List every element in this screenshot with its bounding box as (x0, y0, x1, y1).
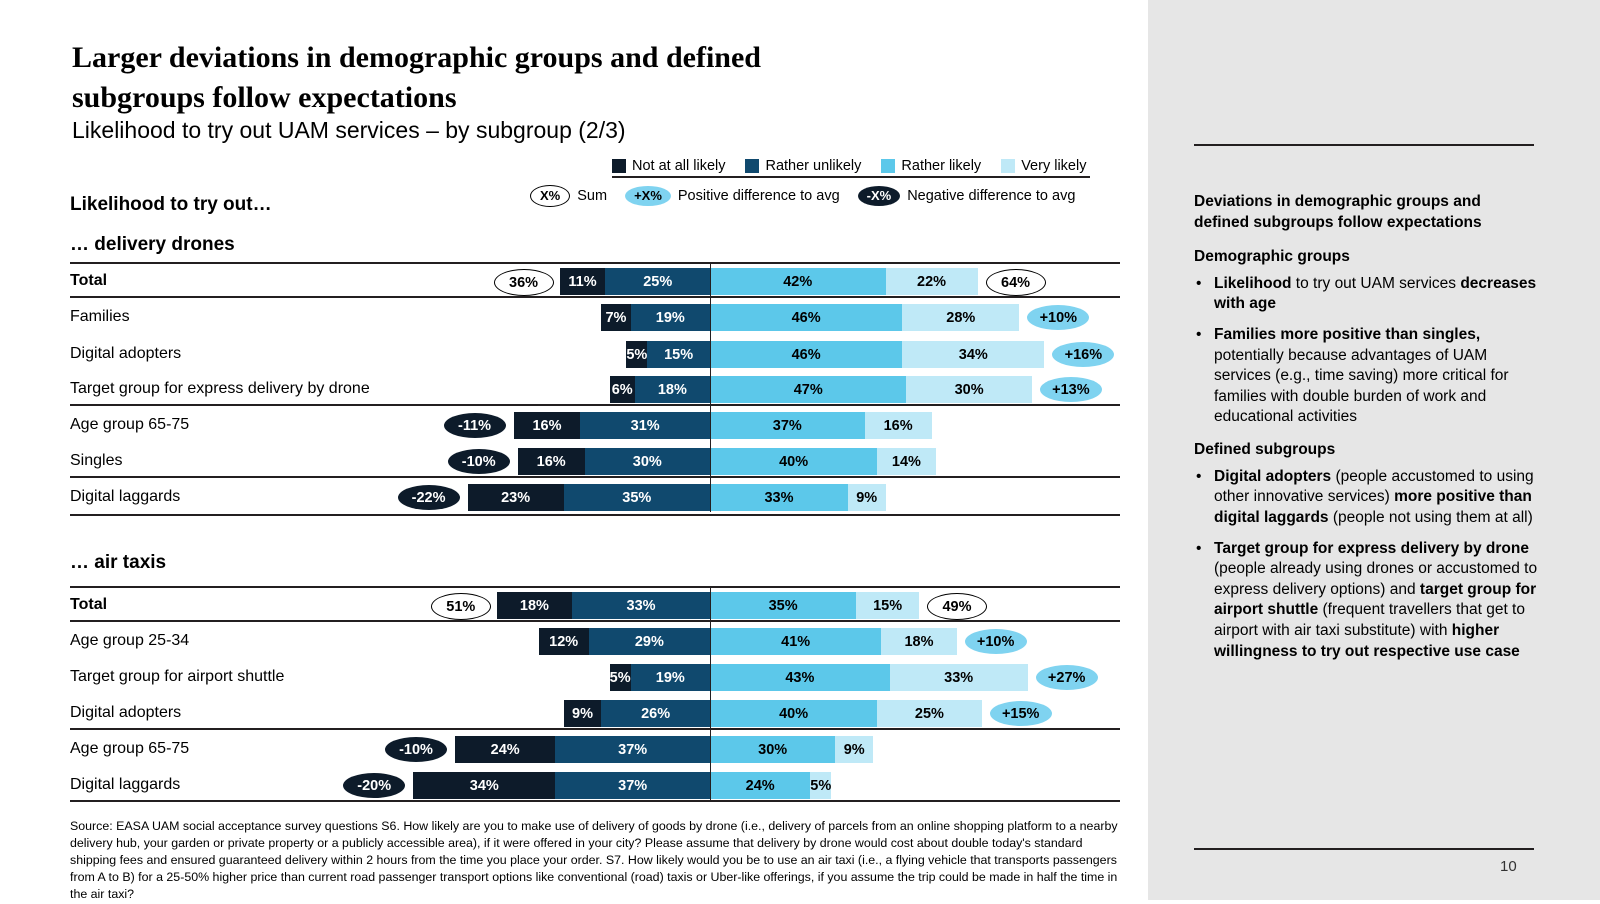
bar-segment: 40% (710, 700, 877, 727)
legend-item (1001, 158, 1086, 174)
bullet-icon: • (1196, 467, 1202, 485)
left-badge: -20% (343, 773, 405, 798)
bar-row (564, 700, 982, 727)
legend-key-label: Negative difference to avg (907, 188, 1076, 205)
legend-item (745, 158, 861, 174)
row-label: Target group for airport shuttle (70, 668, 285, 685)
bar-segment: 15% (647, 341, 710, 368)
bar-segment: 6% (610, 376, 635, 403)
bar-segment: 12% (539, 628, 589, 655)
bar-segment: 33% (572, 592, 710, 619)
side-panel-title: Deviations in demographic groups and defined subgroups follow expectations (1194, 193, 1482, 231)
right-badge: +15% (990, 701, 1052, 726)
bar-segment: 19% (631, 664, 710, 691)
bar-row (497, 592, 919, 619)
legend-swatch-icon (1001, 159, 1015, 173)
right-badge: +10% (1027, 305, 1089, 330)
page-title-line2: subgroups follow expectations (72, 80, 457, 114)
section-divider (70, 296, 1120, 298)
bar-segment: 11% (560, 268, 606, 295)
bar-segment: 40% (710, 448, 877, 475)
bar-segment: 16% (518, 448, 585, 475)
row-label: Digital adopters (70, 704, 182, 721)
right-badge: +27% (1036, 665, 1098, 690)
section-divider (70, 586, 1120, 588)
chart-legend (612, 158, 1100, 174)
side-panel-bullet-text: Target group for express delivery by drone (people already using drones or accustomed to express delivery options) and target group for airport shuttle (frequent travellers that get to airport with air taxi substitute) with higher willingness to try out respective use case (1214, 539, 1538, 660)
row-label: Digital laggards (70, 488, 181, 505)
legend-swatch-icon (881, 159, 895, 173)
bar-row (413, 772, 831, 799)
section-divider (70, 728, 1120, 730)
bar-segment: 25% (877, 700, 982, 727)
section-divider (70, 404, 1120, 406)
bar-row (455, 736, 873, 763)
bar-segment: 9% (848, 484, 886, 511)
bar-segment: 37% (555, 736, 710, 763)
legend-label: Rather likely (901, 158, 982, 174)
row-label: Singles (70, 452, 123, 469)
chart-group-title: … delivery drones (70, 234, 235, 255)
bar-segment: 7% (601, 304, 630, 331)
bar-segment: 19% (631, 304, 710, 331)
bar-segment: 41% (710, 628, 881, 655)
section-divider (70, 514, 1120, 516)
list-item (1194, 274, 1539, 315)
bar-segment: 31% (580, 412, 710, 439)
bar-segment: 46% (710, 341, 902, 368)
bar-row (610, 664, 1028, 691)
row-label: Total (70, 596, 108, 613)
page-number: 10 (1500, 858, 1517, 875)
zero-axis-line (710, 262, 711, 512)
bar-segment: 30% (710, 736, 835, 763)
bar-segment: 30% (906, 376, 1031, 403)
legend-key (530, 185, 625, 207)
bar-segment: 30% (585, 448, 710, 475)
row-label: Age group 25-34 (70, 632, 190, 649)
bar-segment: 37% (555, 772, 710, 799)
bar-segment: 24% (455, 736, 555, 763)
row-label: Age group 65-75 (70, 416, 190, 433)
bar-segment: 23% (468, 484, 564, 511)
side-panel-heading-subgroups: Defined subgroups (1194, 441, 1336, 459)
bar-segment: 28% (902, 304, 1019, 331)
bar-segment: 18% (881, 628, 956, 655)
chart-group-title: … air taxis (70, 552, 167, 573)
bar-segment: 29% (589, 628, 710, 655)
legend-key-pill: +X% (625, 186, 671, 206)
legend-label: Not at all likely (632, 158, 726, 174)
bar-row (518, 448, 936, 475)
bar-segment: 5% (810, 772, 831, 799)
bar-segment: 35% (710, 592, 856, 619)
page-title-line1: Larger deviations in demographic groups and defined (72, 41, 761, 74)
side-panel-divider-top (1194, 144, 1534, 146)
legend-swatch-icon (745, 159, 759, 173)
right-badge: +16% (1052, 342, 1114, 367)
bar-row (610, 376, 1032, 403)
page-subtitle: Likelihood to try out UAM services – by subgroup (2/3) (72, 117, 626, 143)
bar-segment: 16% (514, 412, 581, 439)
bar-segment: 33% (710, 484, 848, 511)
legend-label: Very likely (1021, 158, 1087, 174)
row-label: Target group for express delivery by drone (70, 380, 370, 397)
bar-segment: 37% (710, 412, 865, 439)
bar-segment: 43% (710, 664, 890, 691)
source-note: Source: EASA UAM social acceptance survey questions S6. How likely are you to make use of delivery of goods by drone (i.e., delivery of parcels from an online shopping platform to a nearby delivery hub, your garden or private property or a publicly accessible area), if it were offered in your city? Please assume that delivery by drone would cost about double today's standard shipping fees and ensured guaranteed delivery within 2 hours from the time you place your order. S7. How likely would you be to use an air taxi (i.e., a flying vehicle that transports passengers from A to B) for a 25-50% higher price than current road passenger transport options like conventional (road) taxis or Uber-like offerings, if you assume the trip could be made in half the time in the air taxi? (70, 819, 1118, 902)
bullet-icon: • (1196, 274, 1202, 292)
section-divider (612, 176, 1090, 178)
bar-segment: 14% (877, 448, 936, 475)
legend-key (625, 186, 858, 206)
section-divider (70, 476, 1120, 478)
row-label: Age group 65-75 (70, 740, 190, 757)
legend-swatch-icon (612, 159, 626, 173)
bar-segment: 5% (610, 664, 631, 691)
right-badge: 49% (927, 593, 987, 620)
bar-segment: 22% (886, 268, 978, 295)
legend-key (858, 186, 1094, 206)
bar-segment: 33% (890, 664, 1028, 691)
row-label: Families (70, 308, 130, 325)
bullet-icon: • (1196, 326, 1202, 344)
bar-segment: 47% (710, 376, 906, 403)
bar-segment: 24% (710, 772, 810, 799)
bar-row (560, 268, 978, 295)
bar-row (514, 412, 932, 439)
chart-legend-keys (530, 185, 1093, 207)
side-panel-bullet-text: Families more positive than singles, potentially because advantages of UAM services (e.g., time saving) more critical for families with double burden of work and educational activities (1214, 326, 1509, 426)
left-badge: -10% (448, 449, 510, 474)
bar-row (601, 304, 1019, 331)
bar-segment: 5% (626, 341, 647, 368)
bar-row (539, 628, 957, 655)
list-item (1194, 325, 1539, 428)
bar-segment: 25% (605, 268, 710, 295)
right-badge: 64% (986, 269, 1046, 296)
bar-row (626, 341, 1044, 368)
section-divider (70, 620, 1120, 622)
legend-key-pill: -X% (858, 186, 901, 206)
bar-segment: 42% (710, 268, 886, 295)
section-divider (70, 800, 1120, 802)
legend-key-pill: X% (530, 185, 570, 207)
left-badge: 36% (494, 269, 554, 296)
zero-axis-line (710, 586, 711, 802)
left-badge: -11% (444, 413, 506, 438)
bar-segment: 9% (835, 736, 873, 763)
bar-segment: 18% (497, 592, 572, 619)
row-label: Digital adopters (70, 345, 182, 362)
side-panel-heading-demographic: Demographic groups (1194, 248, 1350, 266)
list-item (1194, 539, 1539, 663)
side-panel-content (1194, 192, 1539, 672)
left-badge: -22% (398, 485, 460, 510)
bar-segment: 9% (564, 700, 602, 727)
section-divider (70, 262, 1120, 264)
side-panel-divider-bottom (1194, 848, 1534, 850)
list-item (1194, 467, 1539, 529)
left-badge: 51% (431, 593, 491, 620)
left-badge: -10% (385, 737, 447, 762)
bar-segment: 26% (601, 700, 710, 727)
right-badge: +10% (965, 629, 1027, 654)
legend-item (881, 158, 981, 174)
side-panel-bullet-text: Likelihood to try out UAM services decreases with age (1214, 274, 1537, 313)
bar-row (468, 484, 886, 511)
bar-segment: 15% (856, 592, 919, 619)
legend-item (612, 158, 725, 174)
row-label: Total (70, 272, 108, 289)
legend-label: Rather unlikely (765, 158, 862, 174)
row-label: Digital laggards (70, 776, 181, 793)
page-title (72, 38, 1072, 117)
legend-key-label: Positive difference to avg (677, 188, 840, 205)
bar-segment: 16% (865, 412, 932, 439)
right-badge: +13% (1040, 377, 1102, 402)
bar-segment: 18% (635, 376, 710, 403)
bullet-icon: • (1196, 539, 1202, 557)
chart-section-header: Likelihood to try out… (70, 194, 272, 215)
legend-key-label: Sum (577, 188, 608, 205)
side-panel-bullet-text: Digital adopters (people accustomed to using other innovative services) more positive than digital laggards (people not using them at all) (1214, 467, 1534, 526)
bar-segment: 34% (413, 772, 555, 799)
bar-segment: 35% (564, 484, 710, 511)
bar-segment: 34% (902, 341, 1044, 368)
bar-segment: 46% (710, 304, 902, 331)
